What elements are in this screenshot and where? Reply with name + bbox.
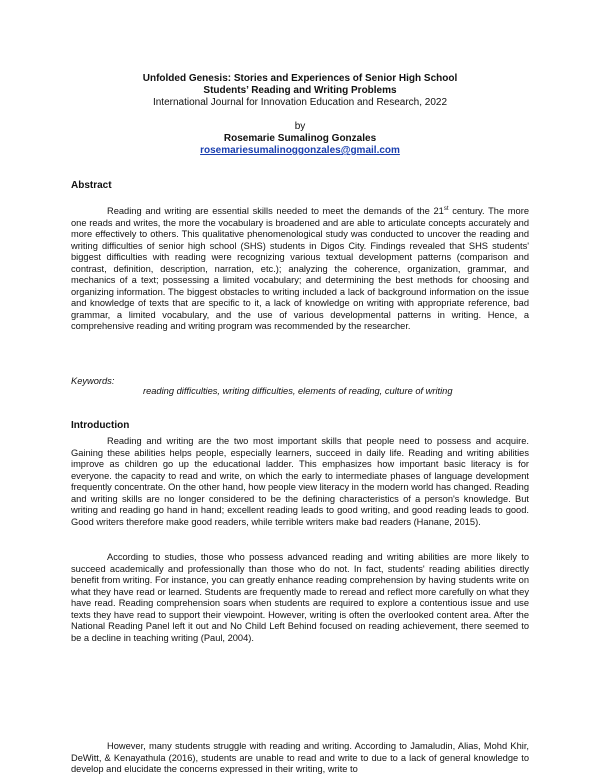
intro-paragraph-1: Reading and writing are the two most important skills that people need to possess and acquire. Gaining these abilities helps people, especially learners, succeed in daily life. Reading and writing abilities improve as children go up the educational ladder. This emphasizes how important basic literacy is for everyone. the capacity to read and write, on which the early to intermediate phases of language development frequently concentrate. On the other hand, how people view literacy in the modern world has changed. Reading and writing skills are no longer considered to be the defining characteristics of a person's knowledge. But writing and reading go hand in hand; excellent reading leads to good writing, and good reading leads to good. Good writers therefore make good readers, while terrible writers make bad readers (Hanane, 2015). [71,436,529,527]
intro-paragraph-3: However, many students struggle with reading and writing. According to Jamaludin, Alias, Mohd Khir, DeWitt, & Kenayathula (2016), students are unable to read and write to due to a lack of general knowledge to develop and elucidate the concerns expressed in their writing, write to [71,741,529,775]
abstract-text-b: century. The more one reads and writes, the more the vocabulary is broadened and are able to articulate concepts accurately and more effectively to others. This qualitative phenomenological study was conducted to uncover the reading and writing difficulties of senior high school (SHS) students in Digos City. Findings revealed that SHS students' biggest difficulties with reading were recognizing various textual development patterns (comparison and contrast, definition, description, narration, etc.); analyzing the coherence, organization, grammar, and mechanics of a text; possessing a limited vocabulary; and determining the best methods for choosing and organizing information. The biggest obstacles to writing included a lack of background information on the issue and knowledge of texts that are specific to it, a lack of knowledge on writing with appropriate reference, bad grammar, a limited vocabulary, and the use of various developmental patterns in writing. Hence, a comprehensive reading and writing program was recommended by the researcher. [71,206,529,332]
author-email-link[interactable]: rosemariesumalinoggonzales@gmail.com [200,145,400,156]
abstract-paragraph [71,206,529,333]
paper-title-line-1: Unfolded Genesis: Stories and Experiences of Senior High School [142,73,458,84]
by-line: by [294,121,306,132]
abstract-heading: Abstract [71,180,112,191]
abstract-text-a: Reading and writing are essential skills needed to meet the demands of the 21 [107,206,444,216]
keywords-label: Keywords: [71,376,115,386]
intro-paragraph-2: According to studies, those who possess advanced reading and writing abilities are more likely to succeed academically and professionally than those who do not. In fact, students' reading abilities directly benefit from writing. For instance, you can greatly enhance reading comprehension by having students write on what they have read or learned. Students are frequently made to reread and reflect more carefully on what they have read. Reading comprehension soars when students are required to explore a contentious issue and use texts they have read to support their viewpoint. However, writing is often the overlooked content area. After the National Reading Panel left it out and No Child Left Behind focused on reading achievement, there seemed to be a decline in teaching writing (Paul, 2004). [71,552,529,643]
introduction-heading: Introduction [71,420,130,431]
abstract-superscript: st [443,205,449,212]
author-name: Rosemarie Sumalinog Gonzales [223,133,377,144]
journal-citation: International Journal for Innovation Education and Research, 2022 [152,97,448,108]
title-block [71,73,529,157]
paper-title-line-2: Students’ Reading and Writing Problems [203,85,397,96]
keywords-text: reading difficulties, writing difficulties, elements of reading, culture of writing [143,386,453,396]
